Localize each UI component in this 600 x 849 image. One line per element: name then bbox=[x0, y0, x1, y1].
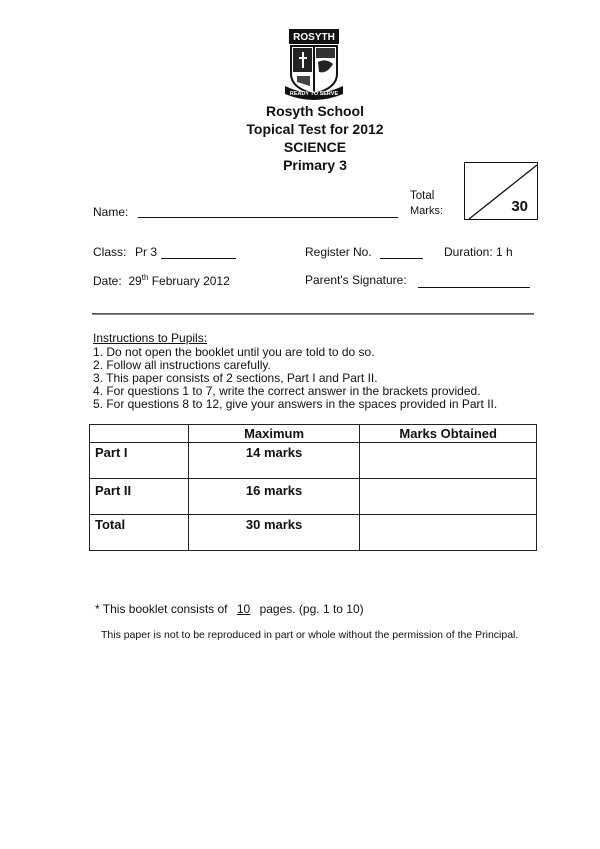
reproduction-notice: This paper is not to be reproduced in part or whole without the permission of the Principal. bbox=[101, 629, 519, 641]
instruction-item: 5. For questions 8 to 12, give your answers in the spaces provided in Part II. bbox=[93, 397, 498, 411]
table-row bbox=[90, 443, 537, 479]
school-crest bbox=[283, 28, 345, 100]
instruction-item: 2. Follow all instructions carefully. bbox=[93, 358, 271, 372]
class-value: Pr 3 bbox=[135, 245, 158, 259]
total-marks-value: 30 bbox=[511, 198, 528, 215]
marks-table bbox=[89, 424, 537, 551]
page-count-note bbox=[95, 602, 364, 616]
register-label: Register No. bbox=[305, 245, 372, 259]
register-line[interactable] bbox=[380, 258, 423, 259]
instruction-item: 3. This paper consists of 2 sections, Part I and Part II. bbox=[93, 371, 378, 385]
instructions-heading: Instructions to Pupils: bbox=[93, 331, 208, 345]
max-marks: 16 marks bbox=[188, 479, 360, 515]
duration-label: Duration: 1 h bbox=[444, 245, 513, 259]
subject-title: SCIENCE bbox=[283, 139, 347, 155]
crest-banner-text: ROSYTH bbox=[293, 32, 335, 43]
max-marks: 14 marks bbox=[188, 443, 360, 479]
name-line[interactable] bbox=[138, 217, 398, 218]
school-name: Rosyth School bbox=[265, 103, 364, 119]
test-title: Topical Test for 2012 bbox=[246, 121, 384, 137]
signature-line[interactable] bbox=[418, 287, 530, 288]
class-line[interactable] bbox=[161, 258, 236, 259]
pages-prefix: * This booklet consists of bbox=[95, 602, 228, 616]
marks-label: Marks: bbox=[410, 205, 443, 217]
obtained-marks[interactable] bbox=[360, 443, 537, 479]
obtained-marks[interactable] bbox=[360, 479, 537, 515]
table-header-row bbox=[90, 425, 537, 443]
instruction-item: 1. Do not open the booklet until you are told to do so. bbox=[93, 345, 375, 359]
table-row bbox=[90, 515, 537, 551]
instruction-item: 4. For questions 1 to 7, write the correct answer in the brackets provided. bbox=[93, 384, 481, 398]
part-label: Part I bbox=[90, 443, 189, 479]
max-marks: 30 marks bbox=[188, 515, 360, 551]
table-header-obtained: Marks Obtained bbox=[360, 425, 537, 443]
pages-suffix: pages. (pg. 1 to 10) bbox=[259, 602, 364, 616]
total-marks-box bbox=[464, 162, 538, 220]
date-rest: February 2012 bbox=[148, 274, 230, 288]
date-day: 29 bbox=[128, 274, 142, 288]
obtained-marks[interactable] bbox=[360, 515, 537, 551]
date-label: Date: bbox=[93, 274, 122, 288]
part-label: Total bbox=[90, 515, 189, 551]
total-label: Total bbox=[410, 190, 435, 202]
table-row bbox=[90, 479, 537, 515]
date-suffix: th bbox=[141, 273, 149, 282]
name-label: Name: bbox=[93, 205, 129, 219]
signature-label: Parent's Signature: bbox=[305, 273, 407, 287]
pages-count: 10 bbox=[236, 602, 251, 616]
part-label: Part II bbox=[90, 479, 189, 515]
table-header-maximum: Maximum bbox=[188, 425, 360, 443]
crest-motto-text: READY TO SERVE bbox=[289, 91, 339, 97]
table-header-cell bbox=[90, 425, 189, 443]
date-field bbox=[93, 273, 230, 288]
level-title: Primary 3 bbox=[283, 157, 347, 173]
class-label: Class: bbox=[93, 245, 127, 259]
section-divider bbox=[92, 313, 534, 315]
